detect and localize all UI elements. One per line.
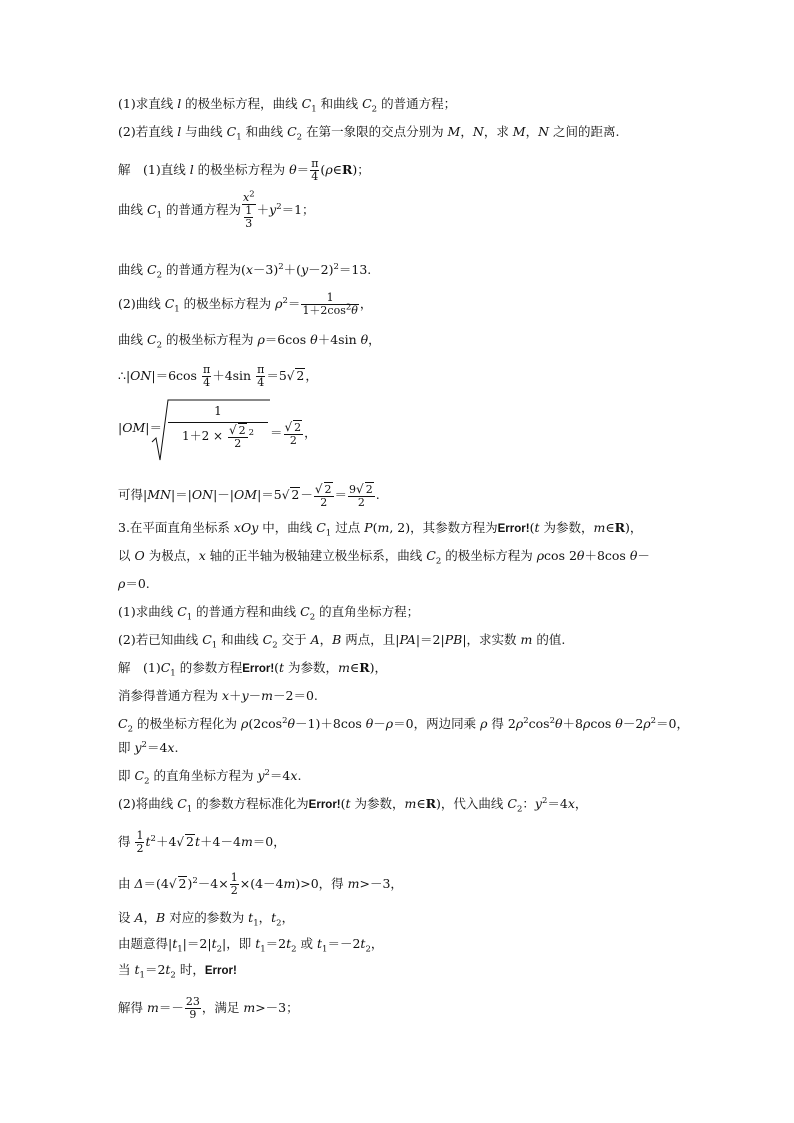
sol3-line9: 设 A，B 对应的参数为 $t_1$，$t_2$， — [118, 910, 295, 929]
q2-part2: (2)若直线 l 与曲线 $C_1$ 和曲线 $C_2$ 在第一象限的交点分别为 M，N，求 M，N 之间的距离. — [118, 124, 620, 143]
sol3-line5: 即 $C_2$ 的直角坐标方程为 $y^2=4x$. — [118, 767, 302, 787]
om-frac: 1 1＋2 × $\frac{√ 2}{2}$ $^2$ — [168, 404, 268, 450]
sol2-line2: 曲线 $C_1$ 的普通方程为 $\frac{x^2}{\frac{1}{3}}$ $+y^2=1$； — [118, 189, 315, 230]
sol3-line8: 由 Δ＝(4√ 2)$^2$－4× $\frac{1}{2}$ ×(4－4m)>0，得 m>－3， — [118, 871, 403, 897]
sol2-line4: (2)曲线 $C_1$ 的极坐标方程为 $\rho^2=$ $\frac{1}{1+2\cos^2\theta}$ ， — [118, 291, 373, 317]
q3-line4: (1)求曲线 $C_1$ 的普通方程和曲线 $C_2$ 的直角坐标方程； — [118, 604, 420, 623]
sol2-line7: |OM|＝ — [118, 420, 162, 435]
sol2-line5: 曲线 $C_2$ 的极坐标方程为 ρ＝6cos θ＋4sin θ， — [118, 332, 381, 351]
sol3-line2: 消参得普通方程为 x＋y－m－2＝0. — [118, 688, 318, 703]
q3-line3: ρ＝0. — [118, 576, 150, 591]
sol3-line11: 当 $t_1=2t_2$ 时，Error! — [118, 962, 237, 981]
sol3-line6: (2)将曲线 $C_1$ 的参数方程标准化为Error!(t 为参数，m∈R)，代入曲线 $C_2$：$y^2=4x$， — [118, 795, 588, 815]
q3-line5: (2)若已知曲线 $C_1$ 和曲线 $C_2$ 交于 A，B 两点，且|PA|＝2|PB|，求实数 m 的值. — [118, 632, 566, 651]
sol2-line3: 曲线 $C_2$ 的普通方程为$(x-3)^2+(y-2)^2=13$. — [118, 261, 372, 281]
sol3-line4: 即 $y^2=4x$. — [118, 739, 179, 755]
sol2-line6: ∴|ON|＝6cos $\frac{\pi}{4}$ ＋4sin $\frac{\pi}{4}$ ＝5√ 2， — [118, 363, 318, 389]
sol3-line7: 得 $\frac{1}{2}$ $t^2+4√$ 2t＋4－4m＝0， — [118, 829, 286, 855]
q2-part1: (1)求直线 l 的极坐标方程，曲线 $C_1$ 和曲线 $C_2$ 的普通方程； — [118, 96, 457, 115]
sol3-line10: 由题意得$|t_1|=2|t_2|$，即 $t_1=2t_2$ 或 $t_1=-2t_2$， — [118, 936, 384, 955]
q3-line1: 3.在平面直角坐标系 xOy 中，曲线 $C_1$ 过点 P(m, 2)，其参数方程为Error!(t 为参数，m∈R)， — [118, 520, 643, 539]
om-result: ＝ $\frac{√ 2}{2}$ ， — [270, 420, 317, 447]
sol3-line1: 解 $(1)C_1$ 的参数方程Error!(t 为参数，m∈R)， — [118, 660, 387, 679]
sol3-line12: 解得 m＝－ $\frac{23}{9}$ ，满足 m>－3； — [118, 995, 299, 1021]
sol3-line3: $C_2$ 的极坐标方程化为 $\rho(2\cos^2\theta-1)+8\cos$ θ－ρ＝0，两边同乘 ρ 得 $2\rho^2\cos^2\theta+8\rho\cos$ $\theta-2\rho^2=0$， — [118, 715, 689, 735]
sol2-line8: 可得|MN|＝|ON|－|OM|＝5√ 2－ $\frac{√ 2}{2}$ ＝ $\frac{9√ 2}{2}$ . — [118, 482, 380, 509]
q3-line2: 以 O 为极点，x 轴的正半轴为极轴建立极坐标系，曲线 $C_2$ 的极坐标方程为 ρcos 2θ＋8cos θ－ — [118, 548, 650, 567]
sol2-line1: 解 (1)直线 l 的极坐标方程为 θ＝ $\frac{\pi}{4}$ (ρ∈R)； — [118, 157, 370, 183]
